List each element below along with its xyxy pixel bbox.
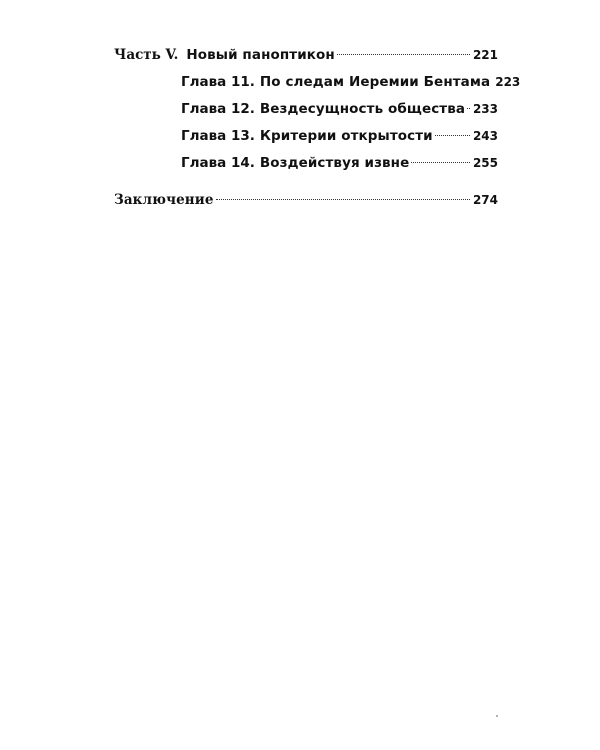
toc-entry-chapter-11[interactable] <box>114 71 521 93</box>
page-number: 223 <box>495 75 521 89</box>
dot-leader <box>467 107 470 109</box>
part-label: Часть V. <box>114 47 179 63</box>
part-title: Новый паноптикон <box>186 47 335 63</box>
chapter-title: Воздействуя извне <box>259 155 410 171</box>
chapter-title: Критерии открытости <box>259 128 433 144</box>
dot-leader <box>337 53 470 55</box>
conclusion-title: Заключение <box>114 192 214 208</box>
chapter-prefix: Глава 11. <box>181 74 255 90</box>
toc-entry-part-5[interactable] <box>114 44 498 66</box>
page-number: 233 <box>472 102 498 116</box>
page-speck <box>496 715 498 717</box>
chapter-title: По следам Иеремии Бентама <box>259 74 491 90</box>
toc-entry-chapter-13[interactable] <box>114 125 498 147</box>
chapter-prefix: Глава 12. <box>181 101 255 117</box>
page-number: 255 <box>472 156 498 170</box>
chapter-prefix: Глава 13. <box>181 128 255 144</box>
page-number: 243 <box>472 129 498 143</box>
dot-leader <box>411 161 470 163</box>
dot-leader <box>435 134 470 136</box>
toc-entry-conclusion[interactable] <box>114 189 498 211</box>
chapter-title: Вездесущность общества <box>259 101 466 117</box>
toc-entry-chapter-14[interactable] <box>114 152 498 174</box>
toc-entry-chapter-12[interactable] <box>114 98 498 120</box>
page-number: 221 <box>472 48 498 62</box>
dot-leader <box>216 198 470 200</box>
chapter-prefix: Глава 14. <box>181 155 255 171</box>
page-number: 274 <box>472 193 498 207</box>
